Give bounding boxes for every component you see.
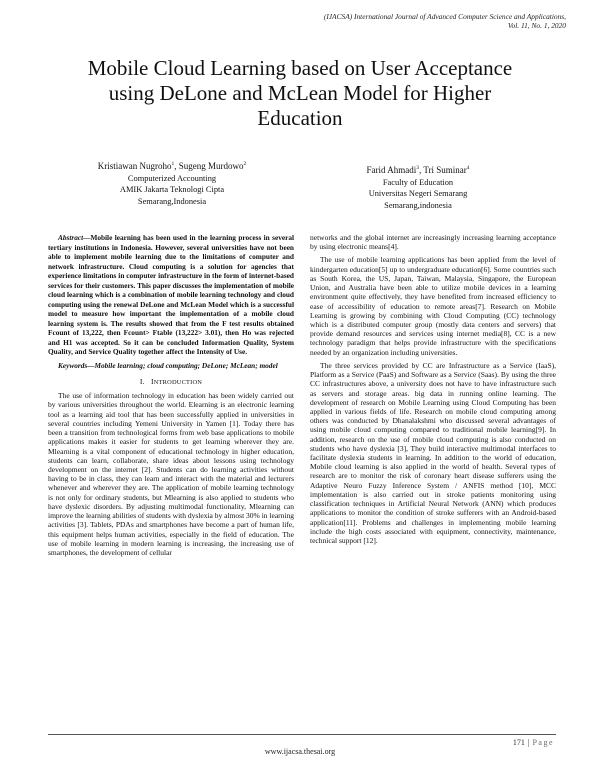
author-sup: 4 xyxy=(466,165,470,171)
section-heading-introduction xyxy=(48,377,294,387)
page-number xyxy=(513,738,554,747)
left-column xyxy=(48,233,294,557)
body-paragraph: networks and the global internet are increasingly increasing learning acceptance by using electronic means[4]. xyxy=(310,233,556,252)
journal-header xyxy=(206,12,566,31)
page-separator: | xyxy=(527,738,530,747)
page-label: Page xyxy=(532,738,554,747)
author-sup: 2 xyxy=(243,161,247,167)
author-name: Tri Suminar xyxy=(423,165,467,175)
paper-title xyxy=(40,56,560,131)
author-name: Kristiawan Nugroho xyxy=(97,161,172,171)
author-sup: 1 xyxy=(171,161,175,167)
author-block-right xyxy=(298,162,538,211)
affiliation-line: Faculty of Education xyxy=(382,177,454,187)
author-names-left: Kristiawan Nugroho$^1$, Sugeng Murdowo$^2$ xyxy=(97,161,247,171)
right-column xyxy=(310,233,556,545)
affiliation-line: Semarang,Indonesia xyxy=(137,196,207,206)
keywords-label: Keywords xyxy=(58,360,88,370)
body-paragraph: The use of mobile learning applications has been applied from the level of kindergarten education[5] up to undergraduate education[6]. Some countries such as South Korea, the US, Japan, Taiwan, Malaysia, Singapore, the European Union, and Australia have been able to utilize mobile devices in a learning environment quite effectively, they have benefited from increased efficiency to ease of accessibility of education to remote areas[7]. Research on Mobile Learning is growing by combining with Cloud Computing (CC) technology which is a distributed computer group (mostly data centers and servers) that provide demand resources and services using internet media[8], CC is a new technology paradigm that helps provide infrastructure with the specifications needed by an organization including universities. xyxy=(310,255,556,357)
section-first-letter: I xyxy=(151,377,154,386)
author-block-left xyxy=(52,158,292,207)
title-line-1: Mobile Cloud Learning based on User Acceptance xyxy=(87,56,513,80)
abstract xyxy=(48,233,294,357)
body-paragraph: The use of information technology in education has been widely carried out by various universities throughout the world. Elearning is an electronic learning tool as a learning aid tool that has been successfully applied in universities in several countries including Yemeni University in Yamen [1]. Today there has been a transition from technological forms from web base applications to mobile applications makes it easier for students to get learning wherever they are. Mlearning is a vital component of educational technology in higher education, students can learn, collaborate, share ideas about lessons using technology development on the internet [2]. Students can do learning activities without having to be in class, they can learn and interact with the material and lecturers whenever and wherever they are. The application of mobile learning technology is not only for ordinary students, but Mlearning is also applied to students who have dyslexic disorders. By adjusting multimodal functionality, Mlearning can improve the learning abilities of students with dyslexia by almost 30% in learning activities [3]. Tablets, PDAs and smartphones have become a part of human life, this equipment helps human activities, especially in the field of education. The use of mobile learning in modern learning is increasing, the increasing use of smartphones, the development of cellular xyxy=(48,391,294,557)
journal-volume: Vol. 11, No. 1, 2020 xyxy=(507,21,566,31)
affiliation-line: AMIK Jakarta Teknologi Cipta xyxy=(119,185,225,195)
affiliation-line: Computerized Accounting xyxy=(127,173,217,183)
title-line-2: using DeLone and McLean Model for Higher xyxy=(108,81,492,105)
keywords-text: —Mobile learning; cloud computing; DeLone; McLean; model xyxy=(87,360,278,370)
abstract-text: —Mobile learning has been used in the learning process in several tertiary institutions in Indonesia. However, several universities have not been able to implement mobile learning due to the limitations of computer and network infrastructure. Cloud computing is a solution for agencies that experience limitations in computer infrastructure in the form of internet-based services for their customers. This paper discusses the implementation of mobile cloud learning which is a combination of mobile learning technology and cloud computing using the renewal DeLone and McLean Model which is a successful model to measure how important the implementation of a mobile cloud learning system is. The results showed that from the F test results obtained Fcount of 13,222, then Fcount> Ftable (13,222> 3.01), then Ho was rejected and H1 was accepted. So it can be concluded Information Quality, System Quality, and Service Quality together affect the Intensity of Use. xyxy=(48,233,294,356)
footer-divider xyxy=(48,734,556,735)
author-name: Sugeng Murdowo xyxy=(178,161,244,171)
journal-name: (IJACSA) International Journal of Advanced Computer Science and Applications, xyxy=(323,12,566,21)
keywords xyxy=(48,361,294,371)
author-names-right: Farid Ahmadi$^3$, Tri Suminar$^4$ xyxy=(366,165,470,175)
page-number-value: 171 xyxy=(512,738,525,747)
author-name: Farid Ahmadi xyxy=(366,165,417,175)
affiliation-line: Semarang,indonesia xyxy=(384,200,452,210)
affiliation-line: Universitas Negeri Semarang xyxy=(368,189,468,199)
footer-url: www.ijacsa.thesai.org xyxy=(264,747,336,756)
title-line-3: Education xyxy=(257,106,343,130)
abstract-label: Abstract xyxy=(58,233,84,242)
section-title-rest: NTRODUCTION xyxy=(153,379,203,386)
body-paragraph: The three services provided by CC are Infrastructure as a Service (IaaS), Platform as a Service (PaaS) and Software as a Service (Saas). By using the three CC infrastructures above, a university does not have to have infrastructure such as servers and storage areas. big data in running online learning. The development of research on Mobile Learning using Cloud Computing has been applied in various fields of life. Research on mobile cloud computing among others was conducted by Dhanalakshmi who discussed several advantages of using mobile cloud computing compared to traditional mobile learning[9]. In addition, research on the use of mobile cloud computing is also conducted on students who have dyslexia [3], They build interactive multimodal interfaces to facilitate dyslexia students in learning. In addition to the world of education, Mobile cloud learning is also applied in the world of health. Several types of research are to monitor the risk of coronary heart disease sufferers using the Adaptive Neuro Fuzzy Inference System / ANFIS method [10], MCC implementation is also carried out in stroke patients monitoring using classification techniques in Artificial Neural Network (ANN) which produces applications to monitor the condition of stroke sufferers with an Android-based application[11]. Problems and challenges in implementing mobile learning include the high costs associated with equipment, connectivity, maintenance, technical support [12]. xyxy=(310,360,556,545)
author-sup: 3 xyxy=(416,165,419,171)
section-number: I. xyxy=(139,377,145,386)
